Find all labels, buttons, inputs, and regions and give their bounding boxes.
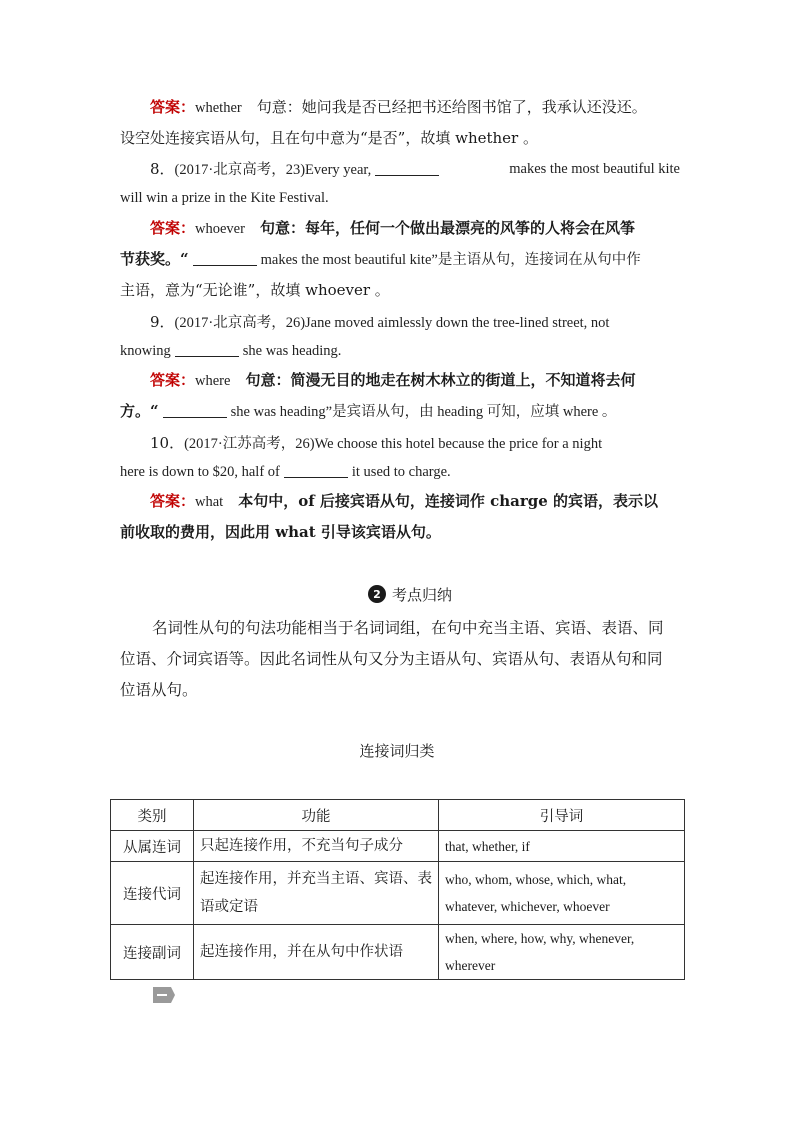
answer-continuation: 主语，意为“无论谁”，故填 whoever 。 <box>120 281 390 299</box>
answer-explanation: 句意：每年，任何一个做出最漂亮的风筝的人将会在风筝 <box>259 219 635 237</box>
fill-blank <box>163 403 227 418</box>
answer-continuation <box>120 249 680 270</box>
answer-continuation <box>120 401 680 422</box>
cell-function: 只起连接作用，不充当句子成分 <box>194 831 439 862</box>
answer-line <box>150 218 680 239</box>
fill-blank <box>193 251 257 266</box>
header-words: 引导词 <box>439 800 685 831</box>
question-number: 10． <box>150 434 185 452</box>
fill-blank <box>175 342 239 357</box>
question-9 <box>150 312 680 333</box>
answer-line <box>150 491 680 512</box>
answer-line <box>150 370 680 391</box>
table-header-row <box>111 800 685 831</box>
answer-label: 答案： <box>150 219 196 237</box>
header-category: 类别 <box>111 800 194 831</box>
section-heading <box>368 582 452 606</box>
answer-word: whoever <box>195 221 245 237</box>
question-8-line2: will win a prize in the Kite Festival. <box>120 190 329 206</box>
question-10 <box>150 433 680 454</box>
section-number-badge: 2 <box>368 585 386 603</box>
answer-word: where <box>195 373 231 389</box>
table-row <box>111 925 685 980</box>
answer-text: 节获奖。“ <box>120 250 189 268</box>
question-10-line2 <box>120 462 680 482</box>
table-title: 连接词归类 <box>359 742 435 760</box>
answer-explanation: 本句中，of 后接宾语从句，连接词作 charge 的宾语，表示以 <box>238 492 659 510</box>
question-source: (2017·北京高考，26)Jane moved aimlessly down the tree-lined street, not <box>174 315 610 331</box>
question-text: it used to charge. <box>351 464 451 480</box>
answer-explanation: 句意：简漫无目的地走在树木林立的街道上，不知道将去何 <box>245 371 636 389</box>
answer-label: 答案： <box>150 371 196 389</box>
cell-words: when, where, how, why, whenever, wherever <box>439 925 685 980</box>
question-text: knowing <box>120 343 171 359</box>
fill-blank <box>375 161 439 176</box>
question-number: 8． <box>150 160 175 178</box>
answer-text: she was heading”是宾语从句，由 heading 可知，应填 where 。 <box>230 404 617 420</box>
answer-text: 方。“ <box>120 402 159 420</box>
question-number: 9． <box>150 313 175 331</box>
answer-word: what <box>195 494 224 510</box>
summary-paragraph: 名词性从句的句法功能相当于名词词组，在句中充当主语、宾语、表语、同位语、介词宾语等。因此名词性从句又分为主语从句、宾语从句、表语从句和同位语从句。 <box>120 619 664 699</box>
answer-label: 答案： <box>150 492 196 510</box>
table-row <box>111 831 685 862</box>
answer-word: whether <box>195 100 242 116</box>
header-function: 功能 <box>194 800 439 831</box>
cell-function: 起连接作用，并充当主语、宾语、表语或定语 <box>194 862 439 925</box>
answer-continuation: 设空处连接宾语从句，且在句中意为“是否”，故填 whether 。 <box>120 129 538 147</box>
answer-line <box>150 97 680 118</box>
cell-category: 从属连词 <box>111 831 194 862</box>
answer-continuation: 前收取的费用，因此用 what 引导该宾语从句。 <box>120 523 441 541</box>
question-8 <box>150 159 680 180</box>
minus-badge-icon[interactable] <box>152 985 176 1005</box>
cell-category: 连接副词 <box>111 925 194 980</box>
section-title: 考点归纳 <box>392 585 453 604</box>
question-source: (2017·江苏高考，26)We choose this hotel because the price for a night <box>184 436 603 452</box>
answer-explanation: 句意：她问我是否已经把书还给图书馆了，我承认还没还。 <box>256 98 647 116</box>
cell-function: 起连接作用，并在从句中作状语 <box>194 925 439 980</box>
question-text: makes the most beautiful kite <box>509 161 680 177</box>
cell-words: that, whether, if <box>439 831 685 862</box>
answer-label: 答案： <box>150 98 196 116</box>
cell-category: 连接代词 <box>111 862 194 925</box>
connector-table <box>110 799 685 980</box>
answer-text: makes the most beautiful kite”是主语从句，连接词在从句中作 <box>260 252 641 268</box>
question-9-line2 <box>120 341 680 361</box>
question-text: here is down to $20, half of <box>120 464 280 480</box>
question-text: she was heading. <box>242 343 342 359</box>
table-row <box>111 862 685 925</box>
fill-blank <box>284 463 348 478</box>
cell-words: who, whom, whose, which, what, whatever, whichever, whoever <box>439 862 685 925</box>
question-source: (2017·北京高考，23)Every year, <box>174 162 372 178</box>
